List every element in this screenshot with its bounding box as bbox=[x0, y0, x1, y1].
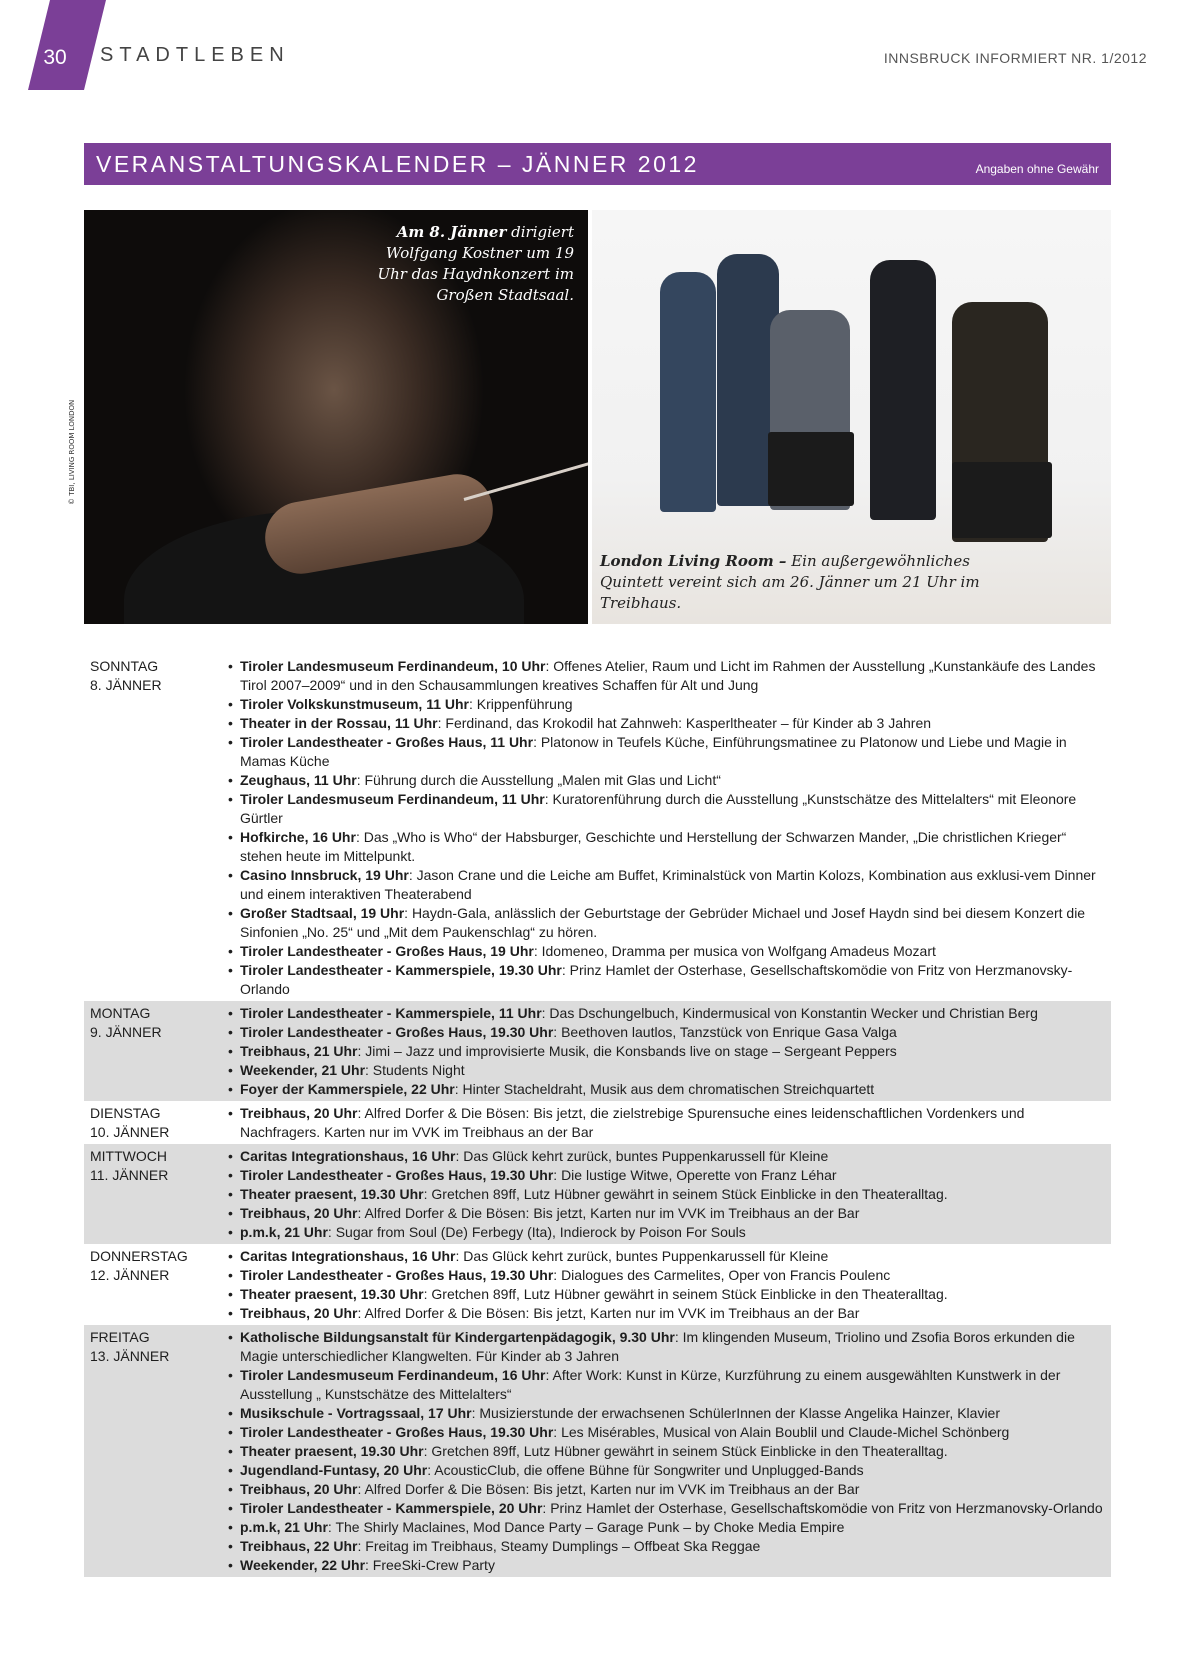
event-item bbox=[228, 828, 1105, 866]
event-description: : Krippenführung bbox=[469, 696, 573, 712]
conductor-photo bbox=[84, 210, 588, 624]
event-item bbox=[228, 1204, 1105, 1223]
event-item bbox=[228, 942, 1105, 961]
event-venue: Tiroler Landestheater - Großes Haus, 19.30 Uhr bbox=[240, 1267, 554, 1283]
day-date: 12. JÄNNER bbox=[90, 1267, 170, 1283]
day-label bbox=[84, 1328, 228, 1575]
event-item bbox=[228, 1537, 1105, 1556]
event-description: : Gretchen 89ff, Lutz Hübner gewährt in seinem Stück Einblicke in den Theateralltag. bbox=[423, 1286, 948, 1302]
event-description: : Das „Who is Who“ der Habsburger, Geschichte und Herstellung der Schwarzen Mander, „Die christlichen Krieger“ stehen heute im Mittelpunkt. bbox=[240, 829, 1067, 864]
event-item bbox=[228, 961, 1105, 999]
event-venue: Treibhaus, 20 Uhr bbox=[240, 1205, 358, 1221]
event-item bbox=[228, 904, 1105, 942]
event-item bbox=[228, 1518, 1105, 1537]
day-date: 10. JÄNNER bbox=[90, 1124, 170, 1140]
event-venue: Weekender, 22 Uhr bbox=[240, 1557, 366, 1573]
day-date: 9. JÄNNER bbox=[90, 1024, 162, 1040]
event-description: : Alfred Dorfer & Die Bösen: Bis jetzt, Karten nur im VVK im Treibhaus an der Bar bbox=[357, 1305, 860, 1321]
day-name: DONNERSTAG bbox=[90, 1248, 188, 1264]
event-venue: Tiroler Landestheater - Kammerspiele, 19.30 Uhr bbox=[240, 962, 562, 978]
event-item bbox=[228, 733, 1105, 771]
day-block bbox=[84, 654, 1111, 1001]
event-list bbox=[228, 1004, 1105, 1099]
day-name: MONTAG bbox=[90, 1005, 151, 1021]
event-item bbox=[228, 1266, 1105, 1285]
day-date: 11. JÄNNER bbox=[90, 1167, 169, 1183]
event-item bbox=[228, 1004, 1105, 1023]
page-number: 30 bbox=[43, 46, 67, 69]
event-venue: Tiroler Landestheater - Großes Haus, 11 Uhr bbox=[240, 734, 534, 750]
event-description: : Kuratorenführung durch die Ausstellung „Kunstschätze des Mittelalters“ mit Eleonore Gürtler bbox=[240, 791, 1077, 826]
event-description: : Die lustige Witwe, Operette von Franz Léhar bbox=[553, 1167, 837, 1183]
event-description: : Sugar from Soul (De) Ferbegy (Ita), Indierock by Poison For Souls bbox=[327, 1224, 746, 1240]
event-list bbox=[228, 657, 1105, 999]
banner-note: Angaben ohne Gewähr bbox=[975, 162, 1099, 176]
event-venue: Tiroler Landestheater - Großes Haus, 19.30 Uhr bbox=[240, 1167, 554, 1183]
event-description: : FreeSki-Crew Party bbox=[365, 1557, 495, 1573]
event-item bbox=[228, 1404, 1105, 1423]
event-description: : Führung durch die Ausstellung „Malen mit Glas und Licht“ bbox=[356, 772, 721, 788]
event-description: : Offenes Atelier, Raum und Licht im Rahmen der Ausstellung „Kunstankäufe des Landes Tirol 2007–2009“ und in den Schausammlungen kreatives Schaffen für Alt und Jung bbox=[240, 658, 1096, 693]
event-item bbox=[228, 1556, 1105, 1575]
event-description: : Prinz Hamlet der Osterhase, Gesellschaftskomödie von Fritz von Herzmanovsky-Orlando bbox=[542, 1500, 1103, 1516]
event-venue: Katholische Bildungsanstalt für Kindergartenpädagogik, 9.30 Uhr bbox=[240, 1329, 675, 1345]
event-description: : Platonow in Teufels Küche, Einführungsmatinee zu Platonow und Liebe und Magie in Mamas Küche bbox=[240, 734, 1067, 769]
section-title: STADTLEBEN bbox=[100, 44, 290, 66]
event-description: : Idomeneo, Dramma per musica von Wolfgang Amadeus Mozart bbox=[533, 943, 936, 959]
event-item bbox=[228, 1104, 1105, 1142]
event-description: : Alfred Dorfer & Die Bösen: Bis jetzt, Karten nur im VVK im Treibhaus an der Bar bbox=[357, 1205, 860, 1221]
caption-bold: London Living Room – bbox=[600, 552, 787, 570]
event-venue: Tiroler Landestheater - Kammerspiele, 11 Uhr bbox=[240, 1005, 542, 1021]
event-venue: Theater in der Rossau, 11 Uhr bbox=[240, 715, 438, 731]
event-description: : AcousticClub, die offene Bühne für Songwriter und Unplugged-Bands bbox=[427, 1462, 864, 1478]
event-venue: Jugendland-Funtasy, 20 Uhr bbox=[240, 1462, 428, 1478]
event-description: : The Shirly Maclaines, Mod Dance Party – Garage Punk – by Choke Media Empire bbox=[327, 1519, 845, 1535]
event-description: : Dialogues des Carmelites, Oper von Francis Poulenc bbox=[553, 1267, 891, 1283]
event-description: : Prinz Hamlet der Osterhase, Gesellschaftskomödie von Fritz von Herzmanovsky-Orlando bbox=[240, 962, 1073, 997]
event-description: : Alfred Dorfer & Die Bösen: Bis jetzt, Karten nur im VVK im Treibhaus an der Bar bbox=[357, 1481, 860, 1497]
event-description: : Das Glück kehrt zurück, buntes Puppenkarussell für Kleine bbox=[455, 1148, 829, 1164]
event-venue: Tiroler Landestheater - Großes Haus, 19.30 Uhr bbox=[240, 1424, 554, 1440]
event-description: : Im klingenden Museum, Triolino und Zsofia Boros erkunden die Magie unterschiedlicher Klangwelten. Für Kinder ab 3 Jahren bbox=[240, 1329, 1075, 1364]
photo-case bbox=[952, 462, 1052, 538]
event-description: : Gretchen 89ff, Lutz Hübner gewährt in seinem Stück Einblicke in den Theateralltag. bbox=[423, 1443, 948, 1459]
event-venue: Weekender, 21 Uhr bbox=[240, 1062, 366, 1078]
event-description: : Ferdinand, das Krokodil hat Zahnweh: Kasperltheater – für Kinder ab 3 Jahren bbox=[437, 715, 932, 731]
event-venue: Tiroler Landesmuseum Ferdinandeum, 16 Uhr bbox=[240, 1367, 546, 1383]
event-item bbox=[228, 771, 1105, 790]
event-item bbox=[228, 1147, 1105, 1166]
event-venue: Tiroler Landestheater - Großes Haus, 19 Uhr bbox=[240, 943, 534, 959]
event-venue: Treibhaus, 22 Uhr bbox=[240, 1538, 358, 1554]
event-list bbox=[228, 1147, 1105, 1242]
day-block bbox=[84, 1144, 1111, 1244]
event-item bbox=[228, 1461, 1105, 1480]
event-description: : Gretchen 89ff, Lutz Hübner gewährt in seinem Stück Einblicke in den Theateralltag. bbox=[423, 1186, 948, 1202]
day-block bbox=[84, 1101, 1111, 1144]
event-venue: Zeughaus, 11 Uhr bbox=[240, 772, 357, 788]
event-venue: Treibhaus, 21 Uhr bbox=[240, 1043, 358, 1059]
event-item bbox=[228, 695, 1105, 714]
event-calendar bbox=[84, 654, 1111, 1577]
event-venue: Musikschule - Vortragssaal, 17 Uhr bbox=[240, 1405, 472, 1421]
photo-credit: © TBI, LIVING ROOM LONDON bbox=[68, 399, 76, 505]
event-item bbox=[228, 1423, 1105, 1442]
event-item bbox=[228, 1442, 1105, 1461]
event-description: : After Work: Kunst in Kürze, Kurzführung zu einem ausgewählten Kunstwerk in der Ausstellung „ Kunstschätze des Mittelalters“ bbox=[240, 1367, 1061, 1402]
page-number-tab bbox=[28, 0, 106, 90]
event-item bbox=[228, 1304, 1105, 1323]
event-item bbox=[228, 1285, 1105, 1304]
caption-text: Ein außergewöhnliches Quintett vereint sich am 26. Jänner um 21 Uhr im Treibhaus. bbox=[600, 552, 980, 612]
event-venue: Theater praesent, 19.30 Uhr bbox=[240, 1443, 424, 1459]
event-venue: Treibhaus, 20 Uhr bbox=[240, 1305, 358, 1321]
event-venue: Hofkirche, 16 Uhr bbox=[240, 829, 356, 845]
day-name: SONNTAG bbox=[90, 658, 159, 674]
day-date: 13. JÄNNER bbox=[90, 1348, 170, 1364]
event-description: : Hinter Stacheldraht, Musik aus dem chromatischen Streichquartett bbox=[454, 1081, 875, 1097]
event-description: : Les Misérables, Musical von Alain Boublil und Claude-Michel Schönberg bbox=[553, 1424, 1010, 1440]
event-item bbox=[228, 790, 1105, 828]
event-description: : Alfred Dorfer & Die Bösen: Bis jetzt, die zielstrebige Spurensuche eines leidenschaftlichen Vordenkers und Nachfragers. Karten nur im VVK im Treibhaus an der Bar bbox=[240, 1105, 1025, 1140]
event-description: : Jimi – Jazz und improvisierte Musik, die Konsbands live on stage – Sergeant Peppers bbox=[357, 1043, 897, 1059]
event-item bbox=[228, 866, 1105, 904]
event-description: : Haydn-Gala, anlässlich der Geburtstage der Gebrüder Michael und Josef Haydn sind bei diesem Konzert die Sinfonien „No. 25“ und „Mit dem Paukenschlag“ zu hören. bbox=[240, 905, 1086, 940]
event-item bbox=[228, 1185, 1105, 1204]
quintet-photo-caption bbox=[600, 551, 1030, 614]
event-venue: Theater praesent, 19.30 Uhr bbox=[240, 1186, 424, 1202]
event-venue: Foyer der Kammerspiele, 22 Uhr bbox=[240, 1081, 455, 1097]
event-venue: Treibhaus, 20 Uhr bbox=[240, 1105, 358, 1121]
event-list bbox=[228, 1247, 1105, 1323]
event-item bbox=[228, 1080, 1105, 1099]
calendar-banner bbox=[84, 143, 1111, 185]
photo-figure bbox=[870, 260, 936, 520]
day-block bbox=[84, 1244, 1111, 1325]
event-venue: Tiroler Volkskunstmuseum, 11 Uhr bbox=[240, 696, 470, 712]
day-label bbox=[84, 657, 228, 999]
event-item bbox=[228, 1223, 1105, 1242]
banner-title: VERANSTALTUNGSKALENDER – JÄNNER 2012 bbox=[96, 151, 699, 177]
event-description: : Students Night bbox=[365, 1062, 465, 1078]
event-item bbox=[228, 1166, 1105, 1185]
event-description: : Das Dschungelbuch, Kindermusical von Konstantin Wecker und Christian Berg bbox=[541, 1005, 1038, 1021]
caption-text: dirigiert Wolfgang Kostner um 19 Uhr das Haydnkonzert im Großen Stadtsaal. bbox=[377, 223, 574, 304]
event-item bbox=[228, 1328, 1105, 1366]
event-item bbox=[228, 714, 1105, 733]
event-item bbox=[228, 657, 1105, 695]
conductor-photo-caption bbox=[364, 222, 574, 306]
event-list bbox=[228, 1328, 1105, 1575]
event-venue: Casino Innsbruck, 19 Uhr bbox=[240, 867, 409, 883]
event-venue: Caritas Integrationshaus, 16 Uhr bbox=[240, 1248, 456, 1264]
issue-info: INNSBRUCK INFORMIERT NR. 1/2012 bbox=[883, 50, 1147, 66]
quintet-photo bbox=[592, 210, 1111, 624]
day-label bbox=[84, 1004, 228, 1099]
event-venue: Tiroler Landestheater - Kammerspiele, 20 Uhr bbox=[240, 1500, 543, 1516]
event-venue: p.m.k, 21 Uhr bbox=[240, 1224, 328, 1240]
day-name: MITTWOCH bbox=[90, 1148, 167, 1164]
event-venue: Tiroler Landesmuseum Ferdinandeum, 10 Uhr bbox=[240, 658, 546, 674]
event-venue: Caritas Integrationshaus, 16 Uhr bbox=[240, 1148, 456, 1164]
day-name: FREITAG bbox=[90, 1329, 150, 1345]
day-label bbox=[84, 1104, 228, 1142]
event-description: : Freitag im Treibhaus, Steamy Dumplings – Offbeat Ska Reggae bbox=[357, 1538, 761, 1554]
event-item bbox=[228, 1366, 1105, 1404]
caption-bold: Am 8. Jänner bbox=[396, 223, 507, 241]
event-venue: Tiroler Landesmuseum Ferdinandeum, 11 Uhr bbox=[240, 791, 545, 807]
photo-case bbox=[768, 432, 854, 506]
photo-baton bbox=[464, 451, 588, 501]
day-block bbox=[84, 1001, 1111, 1101]
day-block bbox=[84, 1325, 1111, 1577]
day-label bbox=[84, 1147, 228, 1242]
day-date: 8. JÄNNER bbox=[90, 677, 162, 693]
event-description: : Musizierstunde der erwachsenen SchülerInnen der Klasse Angelika Hainzer, Klavier bbox=[471, 1405, 1001, 1421]
event-item bbox=[228, 1023, 1105, 1042]
day-label bbox=[84, 1247, 228, 1323]
event-venue: p.m.k, 21 Uhr bbox=[240, 1519, 328, 1535]
event-venue: Großer Stadtsaal, 19 Uhr bbox=[240, 905, 405, 921]
event-description: : Beethoven lautlos, Tanzstück von Enrique Gasa Valga bbox=[553, 1024, 897, 1040]
event-venue: Treibhaus, 20 Uhr bbox=[240, 1481, 358, 1497]
photo-figure bbox=[660, 272, 716, 512]
event-list bbox=[228, 1104, 1105, 1142]
day-name: DIENSTAG bbox=[90, 1105, 161, 1121]
event-venue: Theater praesent, 19.30 Uhr bbox=[240, 1286, 424, 1302]
event-item bbox=[228, 1247, 1105, 1266]
event-item bbox=[228, 1061, 1105, 1080]
event-item bbox=[228, 1042, 1105, 1061]
event-item bbox=[228, 1480, 1105, 1499]
event-item bbox=[228, 1499, 1105, 1518]
event-description: : Jason Crane und die Leiche am Buffet, Kriminalstück von Martin Kolozs, Kombination aus exklusi-vem Dinner und einem interaktiven Theaterabend bbox=[240, 867, 1096, 902]
event-venue: Tiroler Landestheater - Großes Haus, 19.30 Uhr bbox=[240, 1024, 554, 1040]
event-description: : Das Glück kehrt zurück, buntes Puppenkarussell für Kleine bbox=[455, 1248, 829, 1264]
